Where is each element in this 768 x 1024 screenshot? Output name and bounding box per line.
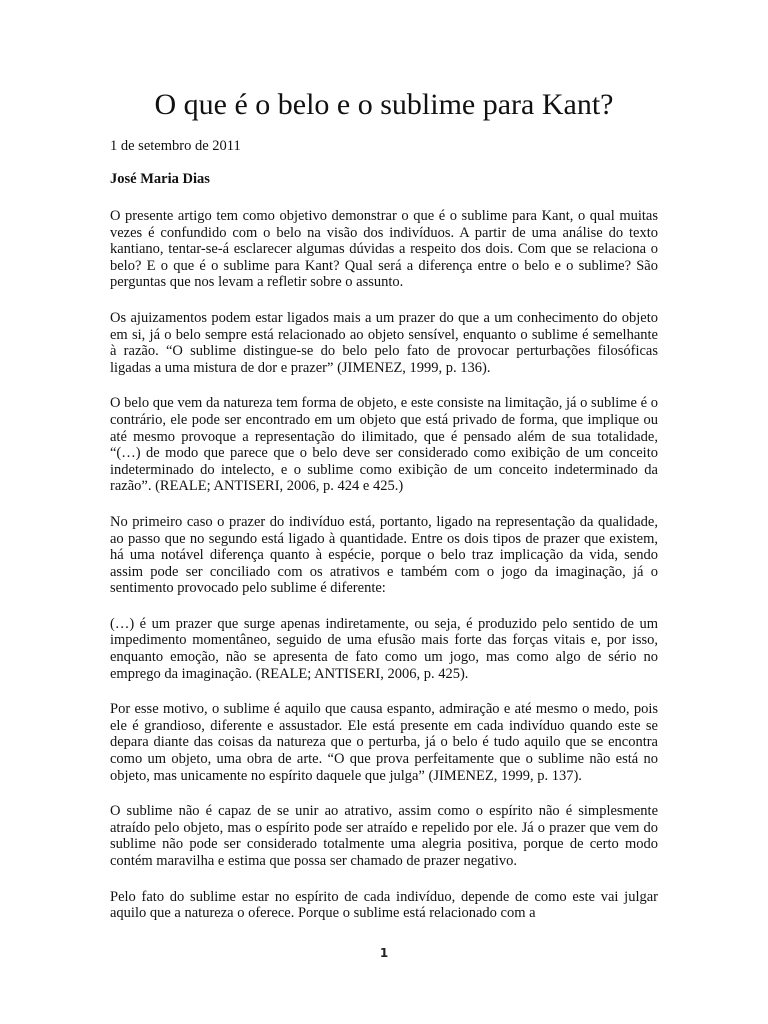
page-number: 1 (379, 946, 389, 960)
paragraph-sublime-awe: Por esse motivo, o sublime é aquilo que causa espanto, admiração e até mesmo o medo, pois ele é grandioso, diferente e assustador. Ele está presente em cada indivíduo quando este se depara diante das coisas da natureza que o perturba, já o belo é tudo aquilo que se encontra como um objeto, uma obra de arte. “O que prova perfeitamente que o sublime não está no objeto, mas unicamente no espírito daquele que julga” (JIMENEZ, 1999, p. 137). (110, 701, 658, 784)
paragraph-sublime-spirit: Pelo fato do sublime estar no espírito de cada indivíduo, depende de como este vai julgar aquilo que a natureza o oferece. Porque o sublime está relacionado com a (110, 888, 658, 922)
paragraph-sublime-attraction: O sublime não é capaz de se unir ao atrativo, assim como o espírito não é simplesmente atraído pelo objeto, mas o espírito pode ser atraído e repelido por ele. Já o prazer que vem do sublime não pode ser considerado totalmente uma alegria positiva, porque de certo modo contém maravilha e estima que possa ser chamado de prazer negativo. (110, 803, 658, 869)
paragraph-judgments: Os ajuizamentos podem estar ligados mais a um prazer do que a um conhecimento do objeto em si, já o belo sempre está relacionado ao objeto sensível, enquanto o sublime é semelhante à razão. “O sublime distingue-se do belo pelo fato de provocar perturbações filosóficas ligadas a uma mistura de dor e prazer” (JIMENEZ, 1999, p. 136). (110, 309, 658, 376)
document-body (110, 86, 658, 922)
paragraph-intro: O presente artigo tem como objetivo demonstrar o que é o sublime para Kant, o qual muitas vezes é confundido com o belo na visão dos indivíduos. A partir de uma análise do texto kantiano, tentar-se-á esclarecer algumas dúvidas a respeito dos dois. Com que se relaciona o belo? E o que é o sublime para Kant? Qual será a diferença entre o belo e o sublime? São perguntas que nos levam a refletir sobre o assunto. (110, 208, 658, 291)
publication-date: 1 de setembro de 2011 (110, 138, 241, 154)
page-title: O que é o belo e o sublime para Kant? (154, 88, 614, 121)
paragraph-beauty-nature: O belo que vem da natureza tem forma de objeto, e este consiste na limitação, já o sublime é o contrário, ele pode ser encontrado em um objeto que está privado de forma, que implique ou até mesmo provoque a representação do ilimitado, que é pensado além de sua totalidade, “(…) de modo que parece que o belo deve ser considerado como exibição de um conceito indeterminado do intelecto, e o sublime como exibição de um conceito indeterminado da razão”. (REALE; ANTISERI, 2006, p. 424 e 425.) (110, 395, 658, 495)
paragraph-quotation: (…) é um prazer que surge apenas indiretamente, ou seja, é produzido pelo sentido de um impedimento momentâneo, seguido de uma efusão mais forte das forças vitais e, por isso, enquanto emoção, não se apresenta de fato como um jogo, mas como algo de sério no emprego da imaginação. (REALE; ANTISERI, 2006, p. 425). (110, 615, 658, 682)
paragraph-pleasure-types: No primeiro caso o prazer do indivíduo está, portanto, ligado na representação da qualidade, ao passo que no segundo está ligado à quantidade. Entre os dois tipos de prazer que existem, há uma notável diferença quanto à espécie, porque o belo traz implicação da vida, sendo assim pode ser conciliado com os atrativos e também com o jogo da imaginação, já o sentimento provocado pelo sublime é diferente: (110, 513, 658, 597)
author-name: José Maria Dias (110, 171, 210, 187)
